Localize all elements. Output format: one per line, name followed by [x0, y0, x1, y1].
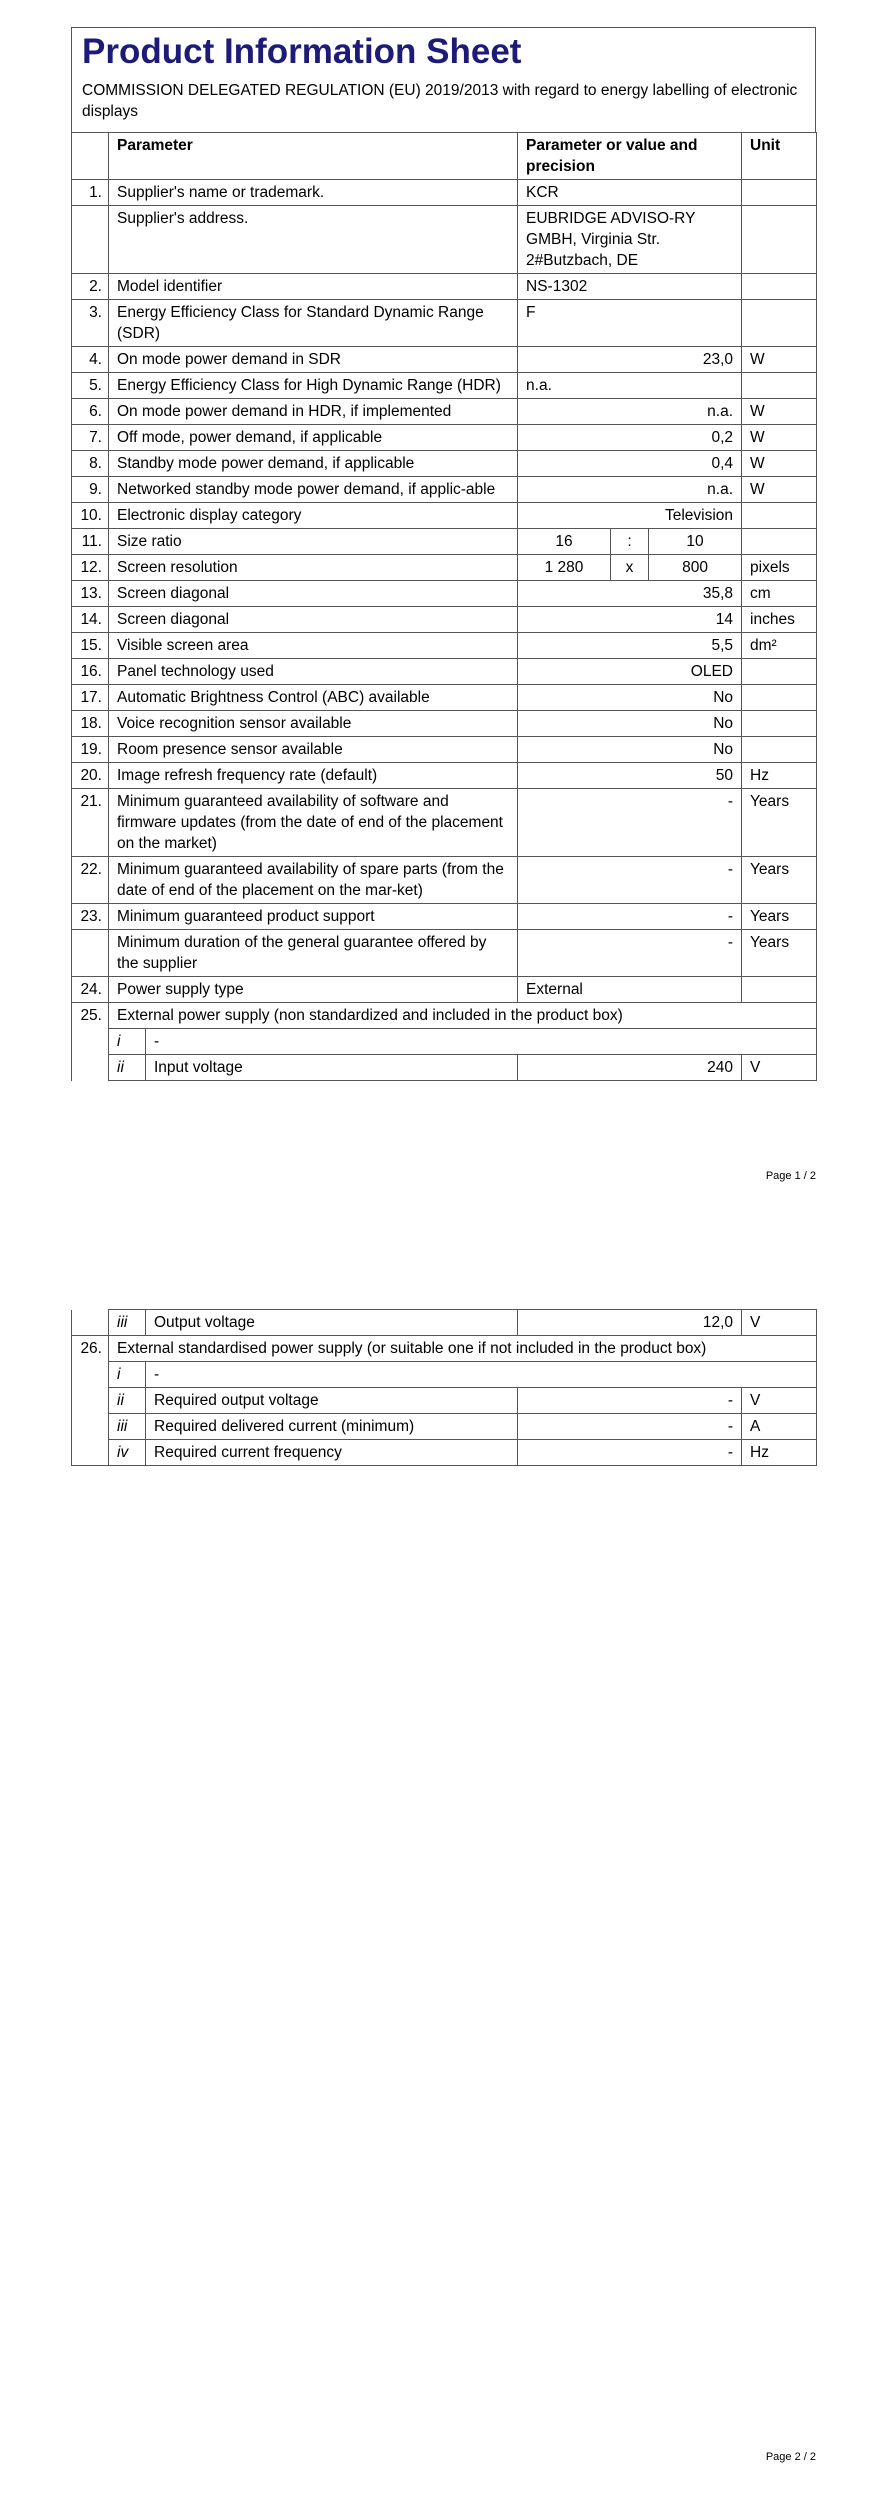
table-row: [72, 425, 817, 451]
row-parameter: On mode power demand in HDR, if implemented: [109, 399, 518, 425]
row-number: [72, 1362, 109, 1388]
table-subrow: [72, 1055, 817, 1081]
table-header-row: [72, 133, 817, 180]
page-number: Page 2 / 2: [765, 2451, 816, 2463]
row-value: F: [518, 300, 742, 347]
row-parameter: Supplier's address.: [109, 206, 518, 274]
row-number: 5.: [72, 373, 109, 399]
ratio-width: 16: [518, 529, 611, 555]
row-parameter: Model identifier: [109, 274, 518, 300]
table-subrow: [72, 1310, 817, 1336]
row-unit: W: [742, 477, 817, 503]
title-box: [71, 27, 816, 132]
resolution-separator: x: [611, 555, 649, 581]
row-value: No: [518, 711, 742, 737]
table-subrow: [72, 1414, 817, 1440]
row-value: 240: [518, 1055, 742, 1081]
row-unit: W: [742, 425, 817, 451]
subrow-index: ii: [109, 1388, 146, 1414]
table-subrow: [72, 1029, 817, 1055]
table-row: [72, 274, 817, 300]
row-number: [72, 1388, 109, 1414]
row-number: 22.: [72, 857, 109, 904]
subrow-index: ii: [109, 1055, 146, 1081]
row-number: 10.: [72, 503, 109, 529]
table-row: [72, 399, 817, 425]
table-row: [72, 581, 817, 607]
row-value: n.a.: [518, 373, 742, 399]
row-value: -: [518, 1414, 742, 1440]
row-number: 26.: [72, 1336, 109, 1362]
row-parameter: Minimum duration of the general guarantee offered by the supplier: [109, 930, 518, 977]
table-row: [72, 180, 817, 206]
header-unit: Unit: [742, 133, 817, 180]
row-value: n.a.: [518, 399, 742, 425]
row-unit: [742, 300, 817, 347]
row-unit: Years: [742, 789, 817, 857]
page-number: Page 1 / 2: [765, 1170, 816, 1182]
row-parameter: Minimum guaranteed availability of spare parts (from the date of end of the placement on the mar-ket): [109, 857, 518, 904]
resolution-height: 800: [649, 555, 742, 581]
table-row: [72, 659, 817, 685]
row-number: 16.: [72, 659, 109, 685]
row-value: 12,0: [518, 1310, 742, 1336]
row-value: -: [518, 789, 742, 857]
header-parameter: Parameter: [109, 133, 518, 180]
row-unit: [742, 503, 817, 529]
row-value: No: [518, 737, 742, 763]
row-parameter: Panel technology used: [109, 659, 518, 685]
row-parameter: Voice recognition sensor available: [109, 711, 518, 737]
row-unit: Years: [742, 930, 817, 977]
row-value: -: [518, 1388, 742, 1414]
row-number: 24.: [72, 977, 109, 1003]
table-row: [72, 763, 817, 789]
row-value: 14: [518, 607, 742, 633]
row-value: -: [518, 1440, 742, 1466]
row-unit: [742, 659, 817, 685]
product-info-table: [71, 132, 817, 1081]
row-value: n.a.: [518, 477, 742, 503]
row-number: 6.: [72, 399, 109, 425]
table-row: [72, 737, 817, 763]
header-num: [72, 133, 109, 180]
row-unit: Years: [742, 904, 817, 930]
row-number: [72, 1310, 109, 1336]
row-parameter: Screen diagonal: [109, 581, 518, 607]
row-value: -: [518, 930, 742, 977]
row-unit: [742, 737, 817, 763]
subrow-index: i: [109, 1362, 146, 1388]
row-parameter: Input voltage: [146, 1055, 518, 1081]
header-value: Parameter or value and precision: [518, 133, 742, 180]
row-parameter: Standby mode power demand, if applicable: [109, 451, 518, 477]
row-number: [72, 1055, 109, 1081]
row-unit: A: [742, 1414, 817, 1440]
row-parameter: -: [146, 1362, 817, 1388]
row-parameter: Networked standby mode power demand, if applic-able: [109, 477, 518, 503]
row-value: NS-1302: [518, 274, 742, 300]
row-unit: W: [742, 347, 817, 373]
row-parameter: Required output voltage: [146, 1388, 518, 1414]
row-unit: dm²: [742, 633, 817, 659]
row-parameter: Off mode, power demand, if applicable: [109, 425, 518, 451]
row-unit: W: [742, 399, 817, 425]
table-row: [72, 789, 817, 857]
row-unit: V: [742, 1055, 817, 1081]
row-number: 21.: [72, 789, 109, 857]
ratio-separator: :: [611, 529, 649, 555]
page-title: Product Information Sheet: [82, 32, 522, 71]
regulation-subtitle: COMMISSION DELEGATED REGULATION (EU) 2019/2013 with regard to energy labelling of electronic displays: [82, 82, 798, 120]
row-parameter: Visible screen area: [109, 633, 518, 659]
table-row: [72, 977, 817, 1003]
table-row: [72, 206, 817, 274]
page-2: [71, 1309, 816, 1466]
row-unit: Years: [742, 857, 817, 904]
row-number: [72, 206, 109, 274]
row-number: 3.: [72, 300, 109, 347]
table-row: [72, 529, 817, 555]
table-row: [72, 685, 817, 711]
subrow-index: iii: [109, 1414, 146, 1440]
row-number: 17.: [72, 685, 109, 711]
row-number: 20.: [72, 763, 109, 789]
row-number: 7.: [72, 425, 109, 451]
row-unit: [742, 206, 817, 274]
row-parameter: Required delivered current (minimum): [146, 1414, 518, 1440]
table-row: [72, 451, 817, 477]
row-unit: [742, 180, 817, 206]
row-unit: [742, 977, 817, 1003]
row-number: [72, 1029, 109, 1055]
table-row: [72, 711, 817, 737]
row-value: KCR: [518, 180, 742, 206]
row-number: 13.: [72, 581, 109, 607]
row-parameter: Supplier's name or trademark.: [109, 180, 518, 206]
row-number: 2.: [72, 274, 109, 300]
row-parameter: External standardised power supply (or suitable one if not included in the product box): [109, 1336, 817, 1362]
row-parameter: Minimum guaranteed product support: [109, 904, 518, 930]
row-number: 25.: [72, 1003, 109, 1029]
row-unit: [742, 529, 817, 555]
row-value: No: [518, 685, 742, 711]
table-row: [72, 477, 817, 503]
table-row: [72, 1336, 817, 1362]
row-value: 0,2: [518, 425, 742, 451]
row-unit: V: [742, 1310, 817, 1336]
row-number: 8.: [72, 451, 109, 477]
row-parameter: -: [146, 1029, 817, 1055]
row-value: 50: [518, 763, 742, 789]
subrow-index: i: [109, 1029, 146, 1055]
row-unit: W: [742, 451, 817, 477]
row-number: 11.: [72, 529, 109, 555]
row-parameter: Power supply type: [109, 977, 518, 1003]
row-parameter: Minimum guaranteed availability of software and firmware updates (from the date of end of the placement on the market): [109, 789, 518, 857]
row-unit: [742, 711, 817, 737]
table-row: [72, 300, 817, 347]
row-parameter: Output voltage: [146, 1310, 518, 1336]
ratio-height: 10: [649, 529, 742, 555]
table-row: [72, 607, 817, 633]
resolution-width: 1 280: [518, 555, 611, 581]
row-number: 19.: [72, 737, 109, 763]
row-parameter: Automatic Brightness Control (ABC) available: [109, 685, 518, 711]
row-unit: Hz: [742, 1440, 817, 1466]
row-number: 15.: [72, 633, 109, 659]
row-value: 35,8: [518, 581, 742, 607]
row-parameter: Electronic display category: [109, 503, 518, 529]
row-value: -: [518, 904, 742, 930]
subrow-index: iv: [109, 1440, 146, 1466]
table-row: [72, 930, 817, 977]
row-parameter: Room presence sensor available: [109, 737, 518, 763]
table-row: [72, 503, 817, 529]
row-value: 0,4: [518, 451, 742, 477]
row-parameter: On mode power demand in SDR: [109, 347, 518, 373]
row-number: 9.: [72, 477, 109, 503]
row-number: 18.: [72, 711, 109, 737]
row-value: Television: [518, 503, 742, 529]
row-value: -: [518, 857, 742, 904]
row-value: 5,5: [518, 633, 742, 659]
row-parameter: Image refresh frequency rate (default): [109, 763, 518, 789]
row-parameter: Energy Efficiency Class for Standard Dynamic Range (SDR): [109, 300, 518, 347]
row-unit: pixels: [742, 555, 817, 581]
row-parameter: Size ratio: [109, 529, 518, 555]
row-unit: [742, 373, 817, 399]
row-parameter: Screen diagonal: [109, 607, 518, 633]
table-subrow: [72, 1440, 817, 1466]
row-unit: [742, 274, 817, 300]
row-parameter: Required current frequency: [146, 1440, 518, 1466]
row-value: 23,0: [518, 347, 742, 373]
page-1: [71, 27, 816, 1081]
table-row: [72, 904, 817, 930]
row-number: [72, 930, 109, 977]
row-parameter: Screen resolution: [109, 555, 518, 581]
row-unit: inches: [742, 607, 817, 633]
row-unit: cm: [742, 581, 817, 607]
table-subrow: [72, 1362, 817, 1388]
row-value: External: [518, 977, 742, 1003]
row-unit: [742, 685, 817, 711]
row-number: 23.: [72, 904, 109, 930]
row-value: EUBRIDGE ADVISO-RY GMBH, Virginia Str. 2#Butzbach, DE: [518, 206, 742, 274]
row-number: 4.: [72, 347, 109, 373]
row-unit: Hz: [742, 763, 817, 789]
row-number: [72, 1414, 109, 1440]
row-parameter: External power supply (non standardized and included in the product box): [109, 1003, 817, 1029]
row-number: 1.: [72, 180, 109, 206]
row-number: 14.: [72, 607, 109, 633]
subrow-index: iii: [109, 1310, 146, 1336]
row-number: [72, 1440, 109, 1466]
row-value: OLED: [518, 659, 742, 685]
table-subrow: [72, 1388, 817, 1414]
table-row: [72, 857, 817, 904]
table-row: [72, 373, 817, 399]
table-row: [72, 633, 817, 659]
row-number: 12.: [72, 555, 109, 581]
product-info-table-continued: [71, 1309, 817, 1466]
table-row: [72, 347, 817, 373]
row-unit: V: [742, 1388, 817, 1414]
row-parameter: Energy Efficiency Class for High Dynamic Range (HDR): [109, 373, 518, 399]
table-row: [72, 1003, 817, 1029]
table-row: [72, 555, 817, 581]
